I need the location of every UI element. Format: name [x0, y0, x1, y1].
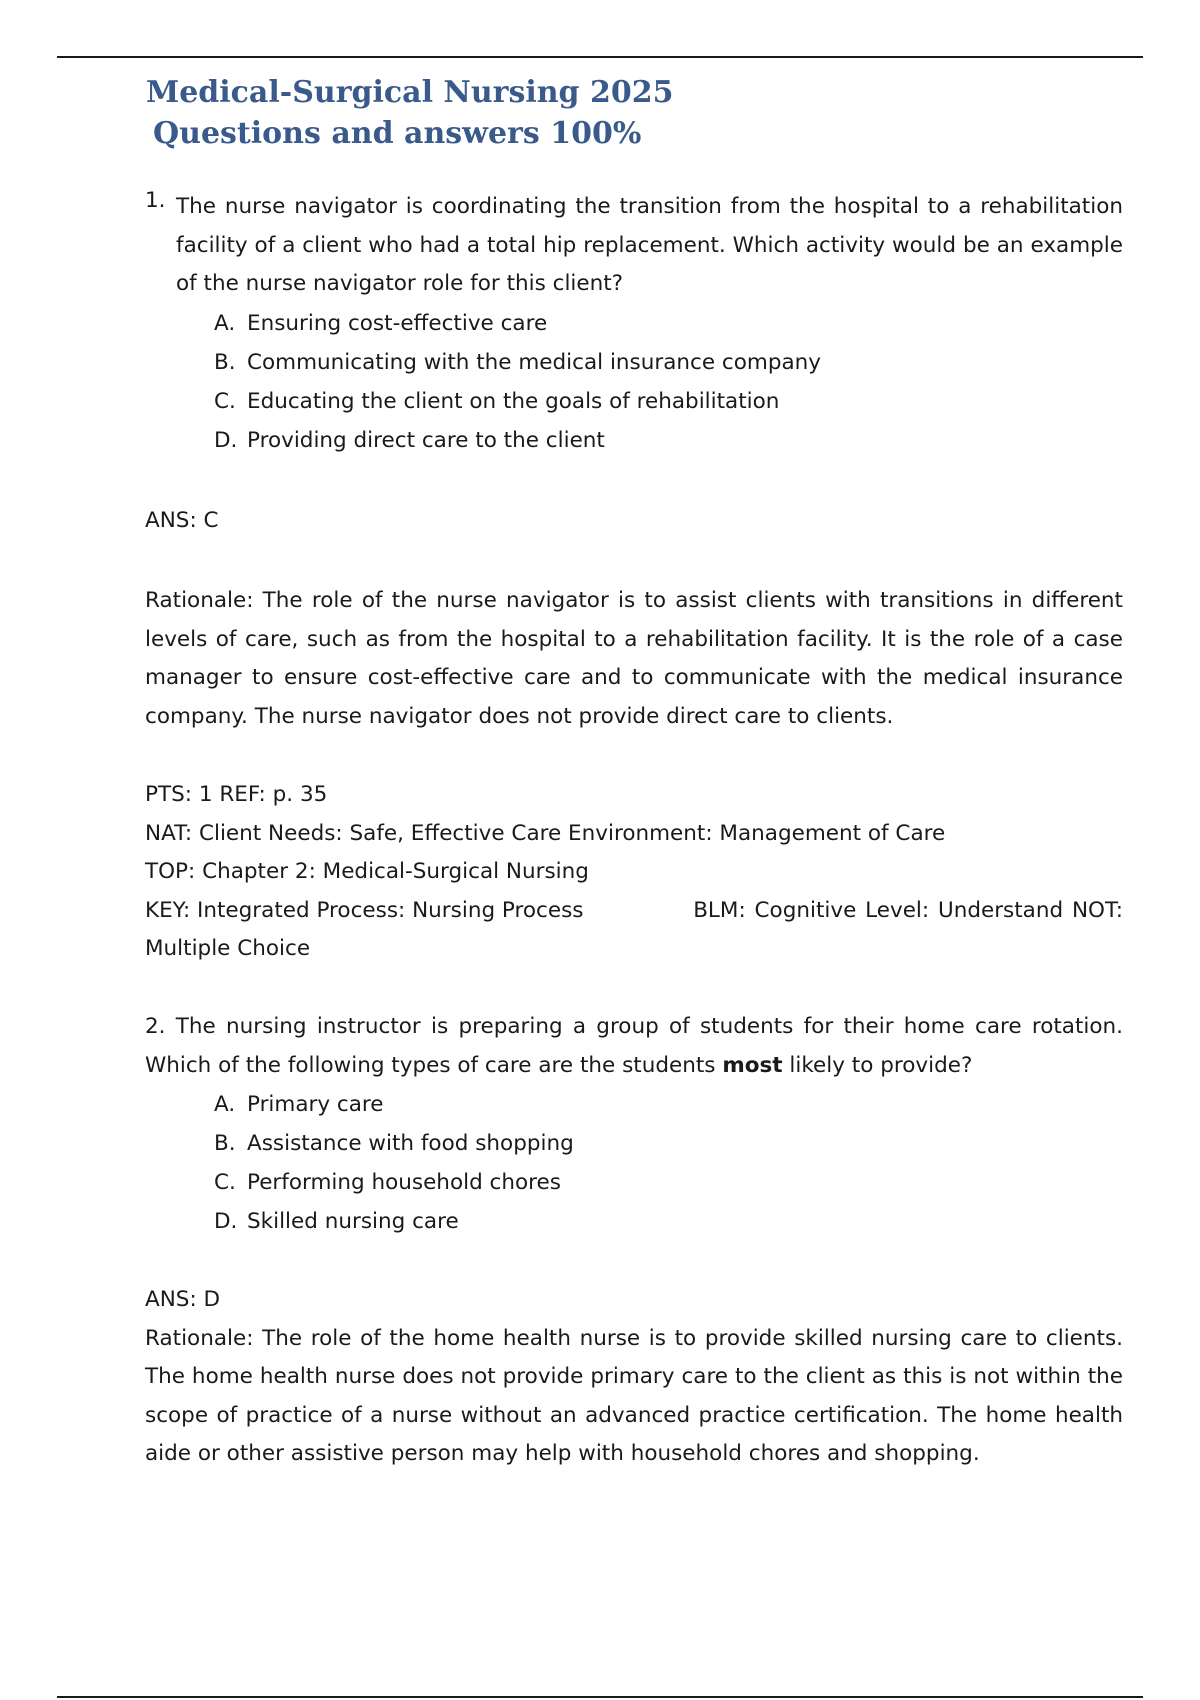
title-line-2: Questions and answers 100% [153, 116, 642, 151]
option-letter: B. [214, 349, 236, 375]
option-a [214, 304, 1123, 343]
question-1-key: KEY: Integrated Process: Nursing Process [145, 897, 584, 923]
option-d [214, 1202, 1123, 1241]
question-1-rationale: Rationale: The role of the nurse navigator is to assist clients with transitions in different levels of care, such as from the hospital to a rehabilitation facility. It is the role of a case manager to ensure cost-effective care and to communicate with the medical insurance company. The nurse navigator does not provide direct care to clients. [145, 588, 1123, 729]
option-text: Providing direct care to the client [247, 427, 605, 453]
option-text: Educating the client on the goals of rehabilitation [247, 388, 780, 414]
option-letter: A. [214, 1092, 236, 1117]
question-1-options [145, 304, 1123, 460]
option-text: Assistance with food shopping [247, 1131, 574, 1156]
document-title [146, 72, 673, 154]
bottom-rule [57, 1696, 1143, 1698]
option-letter: C. [214, 1170, 236, 1195]
question-2-stem [145, 1008, 1123, 1085]
question-1-blm: BLM: Cognitive Level: Understand NOT: [693, 897, 1123, 923]
question-2-options [145, 1085, 1123, 1241]
option-letter: D. [214, 1209, 238, 1234]
question-text-end: likely to provide? [789, 1052, 973, 1078]
option-c [214, 382, 1123, 421]
option-text: Performing household chores [247, 1170, 561, 1195]
question-1-nat: NAT: Client Needs: Safe, Effective Care Environment: Management of Care [145, 820, 946, 846]
question-1-key-row [145, 892, 1123, 930]
option-letter: C. [214, 388, 236, 414]
top-rule [57, 56, 1143, 58]
question-1-stem [145, 188, 1123, 304]
question-1-answer: ANS: C [145, 507, 219, 533]
option-letter: B. [214, 1131, 236, 1156]
option-d [214, 421, 1123, 460]
question-1-topic: TOP: Chapter 2: Medical-Surgical Nursing [145, 859, 589, 884]
title-line-1: Medical-Surgical Nursing 2025 [146, 75, 674, 110]
question-1-pts-ref: PTS: 1 REF: p. 35 [145, 782, 328, 807]
option-b [214, 343, 1123, 382]
question-number: 2. [145, 1014, 166, 1039]
question-text-start: The nursing instructor is preparing a group of students for their home care rotation. Which of the following types of care are the students [145, 1014, 1123, 1078]
option-b [214, 1124, 1123, 1163]
question-2-answer: ANS: D [145, 1287, 221, 1312]
question-emphasis: most [722, 1052, 783, 1078]
option-text: Communicating with the medical insurance company [247, 349, 821, 375]
option-a [214, 1085, 1123, 1124]
question-number: 1. [145, 188, 166, 213]
option-text: Ensuring cost-effective care [247, 310, 548, 336]
document-body [145, 188, 1123, 1474]
option-letter: A. [214, 310, 236, 336]
question-text: The nurse navigator is coordinating the transition from the hospital to a rehabilitation facility of a client who had a total hip replacement. Which activity would be an example of the nurse navigator role for this client? [176, 194, 1123, 296]
option-letter: D. [214, 427, 238, 453]
option-text: Primary care [247, 1092, 384, 1117]
question-2-rationale: Rationale: The role of the home health nurse is to provide skilled nursing care to clients. The home health nurse does not provide primary care to the client as this is not within the scope of practice of a nurse without an advanced practice certification. The home health aide or other assistive person may help with household chores and shopping. [145, 1325, 1123, 1466]
option-c [214, 1163, 1123, 1202]
option-text: Skilled nursing care [247, 1209, 459, 1234]
question-1-not: Multiple Choice [145, 935, 311, 961]
